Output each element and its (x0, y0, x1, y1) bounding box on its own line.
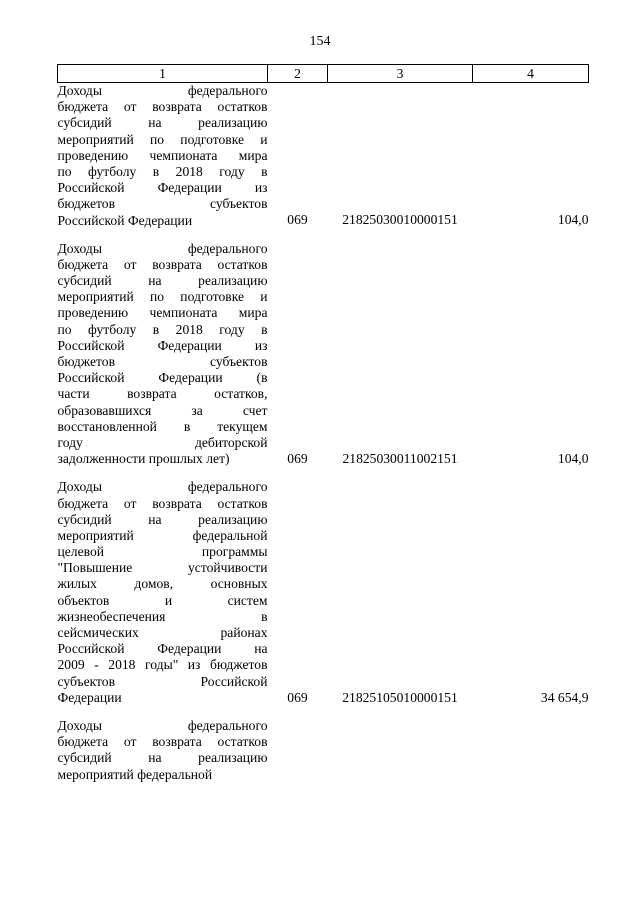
description-line: части возврата остатков, (57, 386, 268, 402)
income-description (58, 479, 268, 706)
amount-value: 104,0 (557, 212, 589, 228)
description-line: жилых домов, основных (57, 576, 268, 592)
description-line: объектов и систем (57, 592, 268, 608)
budget-classification-code (328, 718, 473, 783)
description-line: Федерации (57, 689, 122, 705)
description-line: мероприятий по подготовке и (57, 131, 268, 147)
description-line: Доходы федерального (57, 240, 268, 256)
description-line: по футболу в 2018 году в (57, 163, 268, 179)
description-line: году дебиторской (57, 434, 268, 450)
description-line: по футболу в 2018 году в (57, 321, 268, 337)
admin-code: 069 (287, 689, 308, 705)
description-line: субсидий на реализацию (57, 273, 268, 289)
description-line: Российской Федерации на (57, 641, 268, 657)
budget-table (57, 64, 589, 783)
budget-classification-code: 21825030011002151 (342, 451, 458, 467)
income-description (58, 241, 268, 468)
description-line: проведению чемпионата мира (57, 305, 268, 321)
table-row (58, 479, 589, 706)
description-line: бюджета от возврата остатков (57, 495, 268, 511)
description-line: мероприятий федеральной (57, 766, 213, 782)
row-spacer (58, 229, 589, 241)
income-description (58, 718, 268, 783)
amount-value: 34 654,9 (540, 689, 589, 705)
page-number: 154 (309, 34, 331, 49)
header-row (58, 65, 589, 83)
amount-value: 104,0 (557, 451, 589, 467)
amount-value (473, 718, 589, 783)
description-line: бюджета от возврата остатков (57, 256, 268, 272)
admin-code: 069 (287, 212, 308, 228)
description-line: Доходы федерального (57, 717, 268, 733)
column-header-4: 4 (473, 65, 589, 83)
description-line: субсидий на реализацию (57, 511, 268, 527)
description-line: бюджетов субъектов (57, 196, 268, 212)
row-spacer-cell (58, 706, 589, 718)
admin-code: 069 (287, 451, 308, 467)
row-spacer-cell (58, 229, 589, 241)
description-line: жизнеобеспечения в (57, 608, 268, 624)
description-line: "Повышение устойчивости (57, 560, 268, 576)
description-line: 2009 - 2018 годы" из бюджетов (57, 657, 268, 673)
description-line: Российской Федерации из (57, 337, 268, 353)
column-header-1: 1 (58, 65, 268, 83)
description-line: бюджетов субъектов (57, 354, 268, 369)
description-line: проведению чемпионата мира (57, 147, 268, 163)
description-line: задолженности прошлых лет) (57, 451, 230, 467)
column-header-2: 2 (268, 65, 328, 83)
table-row (58, 241, 589, 468)
budget-classification-code: 21825105010000151 (342, 689, 458, 705)
description-line: субсидий на реализацию (57, 750, 268, 766)
description-line: мероприятий федеральной (57, 527, 268, 543)
budget-classification-code: 21825030010000151 (342, 212, 458, 228)
income-description (58, 83, 268, 229)
description-line: мероприятий по подготовке и (57, 289, 268, 305)
table-header (58, 65, 589, 83)
description-line: образовавшихся за счет (57, 402, 268, 418)
description-line: целевой программы (57, 544, 268, 560)
description-line: сейсмических районах (57, 625, 268, 640)
description-line: Доходы федерального (57, 83, 268, 98)
description-line: Российской Федерации (в (57, 370, 268, 386)
row-spacer-cell (58, 467, 589, 479)
table-row (58, 718, 589, 783)
table-row (58, 83, 589, 229)
admin-code (268, 718, 328, 783)
description-line: бюджета от возврата остатков (57, 734, 268, 750)
row-spacer (58, 706, 589, 718)
table-body (58, 83, 589, 783)
description-line: Доходы федерального (57, 479, 268, 495)
column-header-3: 3 (328, 65, 473, 83)
description-line: субъектов Российской (57, 673, 268, 689)
description-line: Российской Федерации (57, 212, 193, 228)
description-line: Российской Федерации из (57, 180, 268, 196)
description-line: бюджета от возврата остатков (57, 99, 268, 115)
description-line: восстановленной в текущем (57, 418, 268, 434)
description-line: субсидий на реализацию (57, 115, 268, 131)
row-spacer (58, 467, 589, 479)
